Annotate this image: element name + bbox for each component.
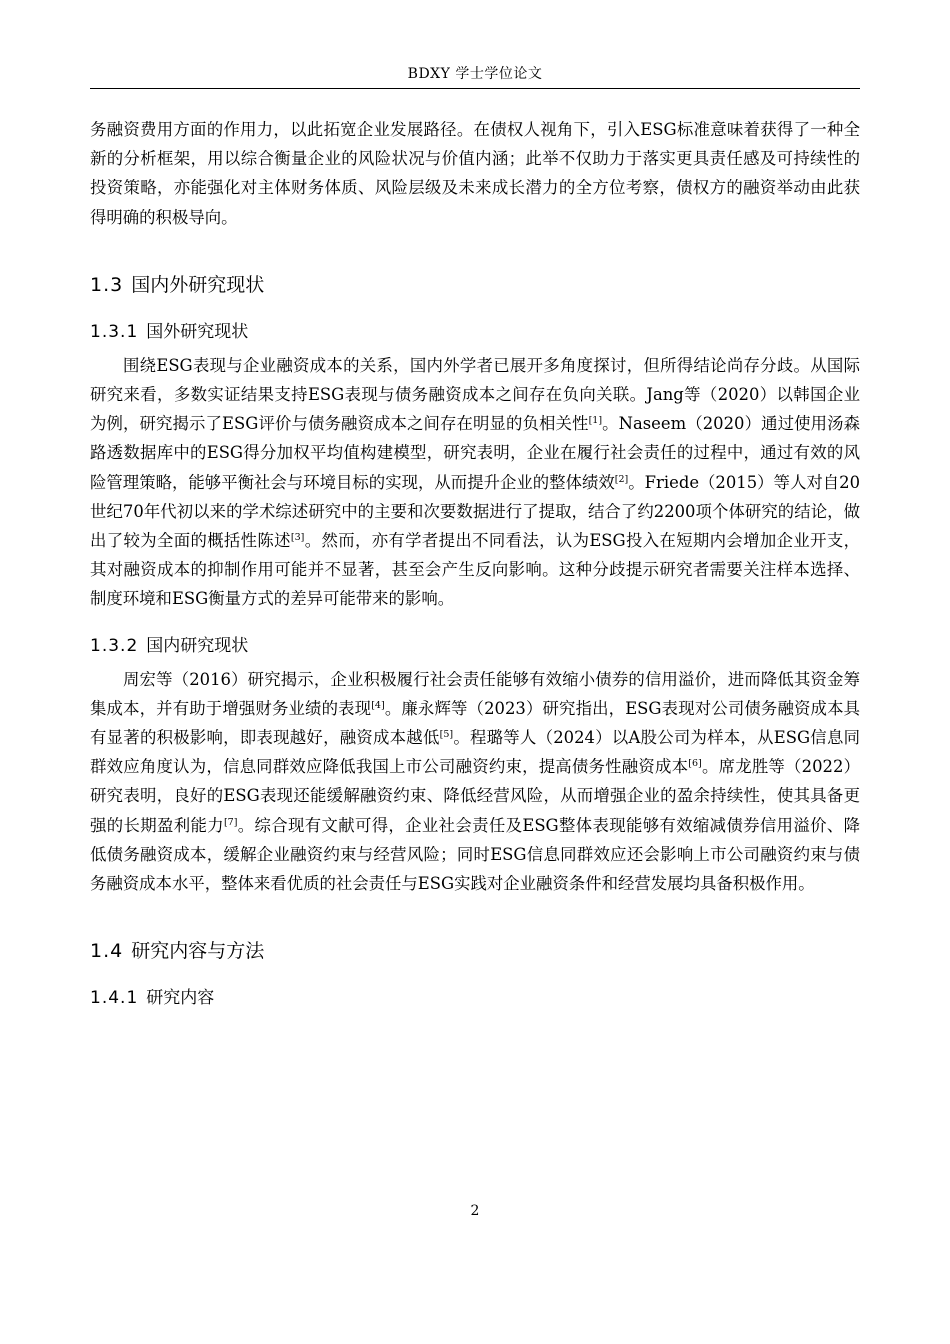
subsection-heading-1-4-1 [90, 984, 860, 1012]
subsection-title: 研究内容 [146, 988, 215, 1009]
page-number: 2 [470, 1203, 480, 1219]
subsection-heading-1-3-1 [90, 318, 860, 346]
subsection-title: 国内研究现状 [146, 635, 249, 656]
citation-4[interactable]: [4] [371, 699, 385, 711]
text-run: 围绕ESG表现与企业融资成本的关系，国内外学者已展开多角度探讨，但所得结论尚存分歧。从国际研究来看，多数实证结果支持ESG表现与债务融资成本之间存在负向关联。Jang等（2020）以韩国企业为例，研究揭示了ESG评价与债务融资成本之间存在明显的负相关性 [90, 355, 860, 434]
text-run: 。Friede（2015）等人对自20世纪70年代初以来的学术综述研究中的主要和次要数据进行了提取，结合了约2200项个体研究的结论，做出了较为全面的概括性陈述 [90, 472, 861, 551]
paragraph-foreign-research [90, 351, 860, 614]
intro-paragraph: 务融资费用方面的作用力，以此拓宽企业发展路径。在债权人视角下，引入ESG标准意味着获得了一种全新的分析框架，用以综合衡量企业的风险状况与价值内涵；此举不仅助力于落实更具责任感及可持续性的投资策略，亦能强化对主体财务体质、风险层级及未来成长潜力的全方位考察，债权方的融资举动由此获得明确的积极导向。 [90, 120, 860, 227]
citation-7[interactable]: [7] [223, 816, 238, 828]
text-run: 周宏等（2016）研究揭示，企业积极履行社会责任能够有效缩小债券的信用溢价，进而降低其资金筹集成本，并有助于增强财务业绩的表现 [90, 669, 860, 718]
citation-2[interactable]: [2] [614, 473, 629, 485]
citation-5[interactable]: [5] [439, 729, 454, 741]
section-number: 1.4 [90, 940, 124, 963]
section-title: 国内外研究现状 [131, 273, 265, 296]
text-run: 。然而，亦有学者提出不同看法，认为ESG投入在短期内会增加企业开支，其对融资成本的抑制作用可能并不显著，甚至会产生反向影响。这种分歧提示研究者需要关注样本选择、制度环境和ESG衡量方式的差异可能带来的影响。 [90, 531, 860, 609]
text-run: 。综合现有文献可得，企业社会责任及ESG整体表现能够有效缩减债券信用溢价、降低债务融资成本，缓解企业融资约束与经营风险；同时ESG信息同群效应还会影响上市公司融资约束与债务融资成本水平，整体来看优质的社会责任与ESG实践对企业融资条件和经营发展均具备积极作用。 [90, 815, 860, 894]
header-rule [90, 88, 860, 89]
subsection-number: 1.3.1 [90, 321, 139, 342]
section-heading-1-3 [90, 271, 860, 299]
section-number: 1.3 [90, 273, 124, 296]
subsection-heading-1-3-2 [90, 632, 860, 660]
citation-1[interactable]: [1] [588, 415, 603, 427]
citation-3[interactable]: [3] [290, 532, 305, 544]
running-header: BDXY 学士学位论文 [407, 66, 543, 82]
subsection-number: 1.3.2 [90, 635, 139, 656]
text-run: 。Naseem（2020）通过使用汤森路透数据库中的ESG得分加权平均值构建模型，研究表明，企业在履行社会责任的过程中，通过有效的风险管理策略，能够平衡社会与环境目标的实现，从而提升企业的整体绩效 [90, 414, 860, 492]
text-run: 。程璐等人（2024）以A股公司为样本，从ESG信息同群效应角度认为，信息同群效应降低我国上市公司融资约束，提高债务性融资成本 [90, 728, 860, 777]
text-run: 。席龙胜等（2022）研究表明，良好的ESG表现还能缓解融资约束、降低经营风险，从而增强企业的盈余持续性，使其具备更强的长期盈利能力 [90, 757, 861, 835]
subsection-number: 1.4.1 [90, 988, 139, 1009]
section-heading-1-4 [90, 937, 860, 965]
subsection-title: 国外研究现状 [146, 321, 249, 342]
section-title: 研究内容与方法 [131, 940, 265, 963]
paragraph-domestic-research [90, 665, 860, 899]
citation-6[interactable]: [6] [688, 758, 702, 770]
page-content [90, 115, 860, 1012]
text-run: 。廉永辉等（2023）研究指出，ESG表现对公司债务融资成本具有显著的积极影响，即表现越好，融资成本越低 [90, 698, 861, 748]
